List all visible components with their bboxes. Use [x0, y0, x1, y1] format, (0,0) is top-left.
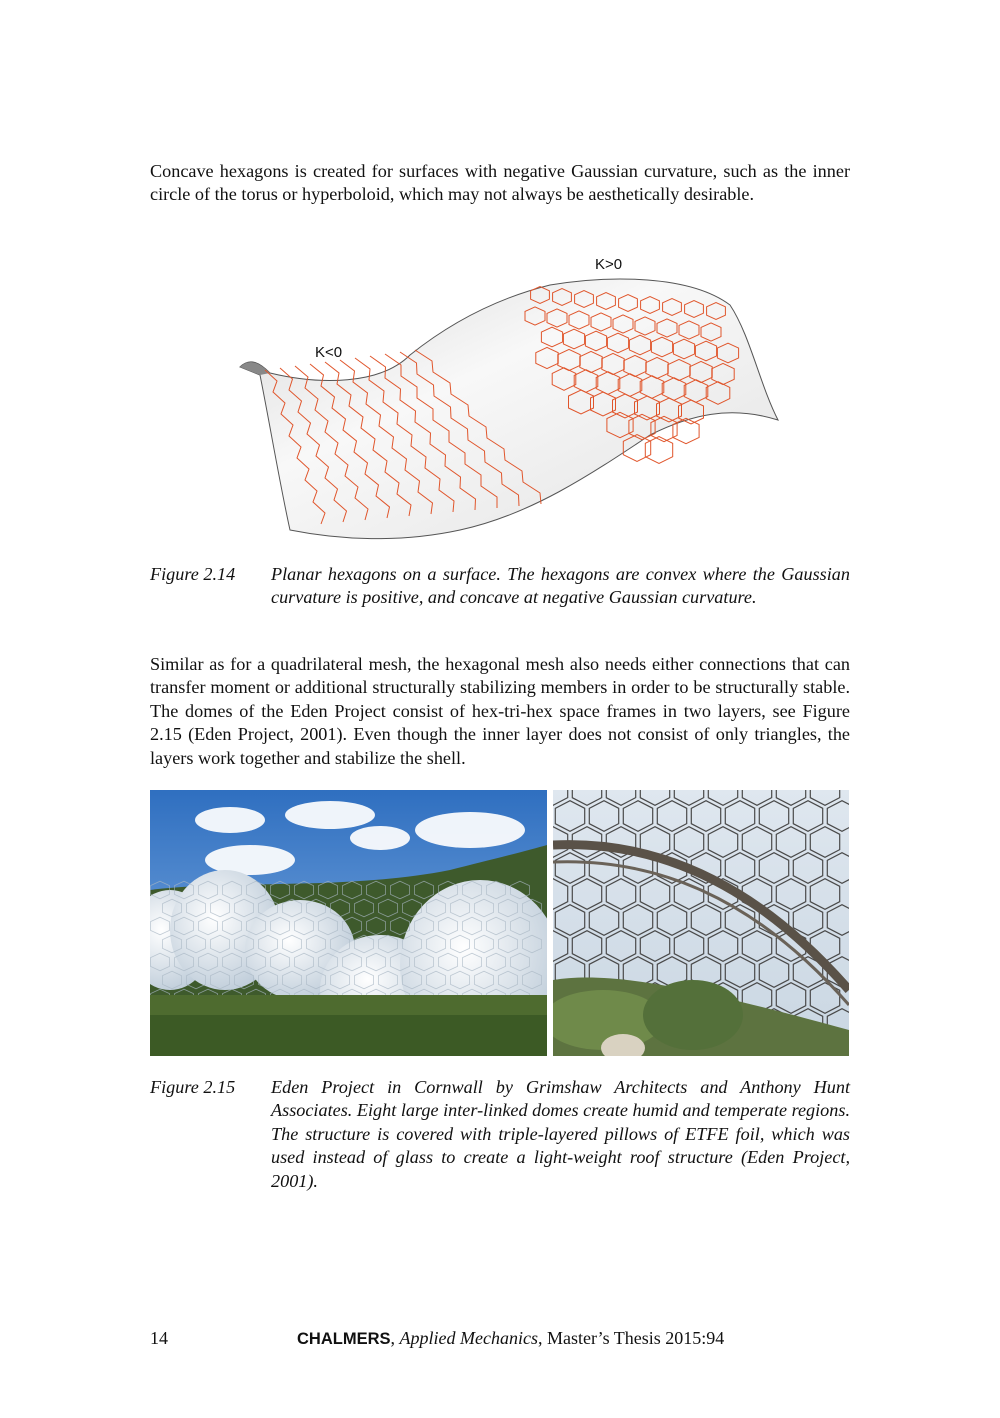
- figure-label: Figure 2.15: [150, 1077, 236, 1097]
- caption-text: Eden Project in Cornwall by Grimshaw Architects and Anthony Hunt Associates. Eight large inter-linked domes create humid and temperate regions. The structure is covered with triple-layered pillows of ETFE foil, which was used instead of glass to create a light-weight roof structure (Eden Project, 2001).: [271, 1077, 850, 1191]
- paragraph-concave-hexagons: Concave hexagons is created for surfaces with negative Gaussian curvature, such as the inner circle of the torus or hyperboloid, which may not always be aesthetically desirable.: [150, 161, 850, 205]
- photo-eden-domes-exterior: [150, 790, 547, 1056]
- department-name: Applied Mechanics: [399, 1328, 538, 1348]
- figure-label: Figure 2.14: [150, 564, 236, 584]
- institution-name: CHALMERS: [297, 1330, 391, 1348]
- page-number: 14: [150, 1328, 168, 1348]
- paragraph-hexagonal-mesh-stability: Similar as for a quadrilateral mesh, the hexagonal mesh also needs either connections that can transfer moment or additional structurally stabilizing members in order to be structurally stable. The domes of the Eden Project consist of hex-tri-hex space frames in two layers, see Figure 2.15 (Eden Project, 2001). Even though the inner layer does not consist of only triangles, the layers work together and stabilize the shell.: [150, 654, 850, 768]
- figure-2-15-caption: [150, 1076, 850, 1193]
- thesis-id: , Master’s Thesis 2015:94: [537, 1328, 725, 1348]
- photo-eden-dome-interior: [553, 790, 849, 1056]
- k-negative-label: K<0: [315, 344, 343, 361]
- footer-citation: CHALMERS, Applied Mechanics, Master’s Thesis 2015:94: [297, 1328, 725, 1348]
- figure-2-14-surface-illustration: [230, 245, 790, 545]
- k-positive-label: K>0: [595, 256, 623, 273]
- caption-text: Planar hexagons on a surface. The hexagons are convex where the Gaussian curvature is positive, and concave at negative Gaussian curvature.: [271, 564, 850, 608]
- surface-shape: [240, 279, 778, 539]
- figure-2-14-caption: [150, 563, 850, 610]
